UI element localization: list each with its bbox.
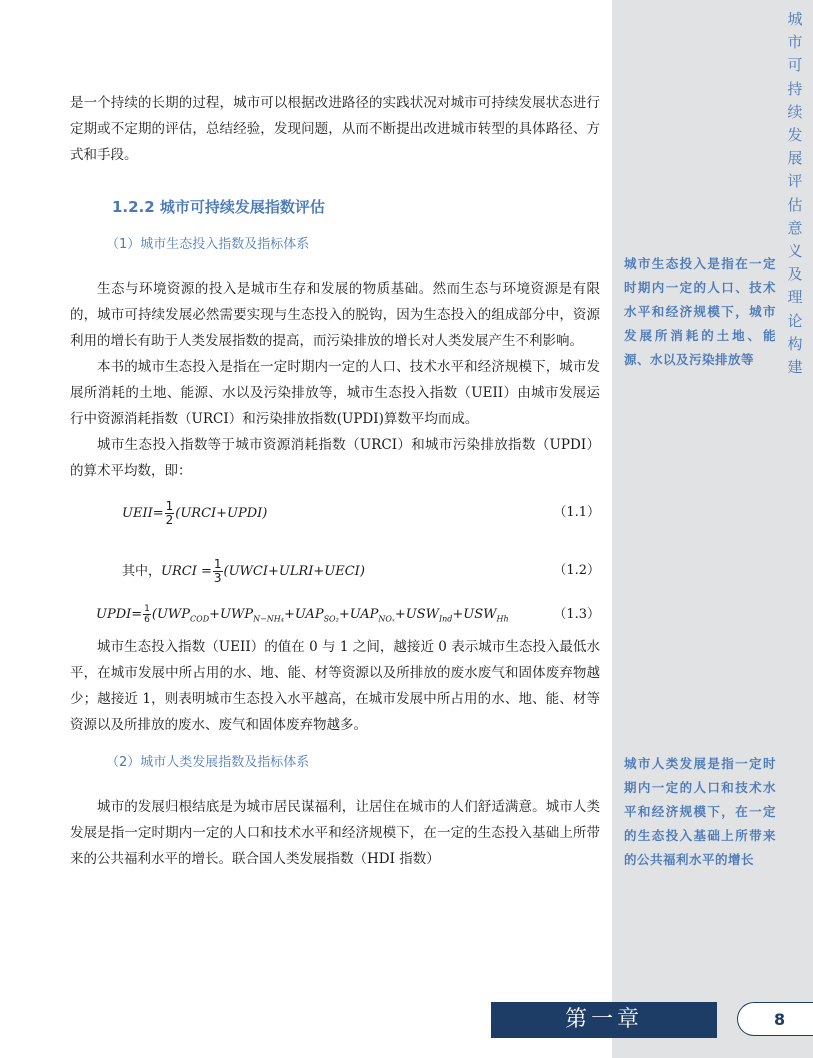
chapter-label: 第一章: [491, 1002, 717, 1038]
equation-number: （1.1）: [553, 505, 600, 520]
vertical-title-char: 展: [787, 149, 803, 168]
margin-note-ecological-input: 城市生态投入是指在一定时期内一定的人口、技术水平和经济规模下，城市发展所消耗的土地、能源、水以及污染排放等: [624, 256, 776, 367]
vertical-title-char: 发: [787, 126, 803, 145]
equation-number: （1.3）: [553, 607, 600, 622]
vertical-title-char: 论: [787, 311, 803, 330]
vertical-title-char: 意: [787, 218, 803, 237]
vertical-chapter-title: [784, 8, 806, 379]
vertical-title-char: 可: [787, 56, 803, 75]
vertical-title-char: 理: [787, 288, 803, 307]
vertical-title-char: 城: [787, 10, 803, 28]
paragraph: 本书的城市生态投入是指在一定时期内一定的人口、技术水平和经济规模下，城市发展所消耗的土地、能源、水以及污染排放等，城市生态投入指数（UEII）由城市发展运行中资源消耗指数（URCI）和污染排放指数(UPDI)算数平均而成。: [70, 359, 600, 427]
vertical-title-char: 续: [787, 102, 803, 121]
equation-1-1: UEII= $\frac{1}{2}$ (URCI+UPDI) （1.1）: [122, 499, 600, 527]
paragraph: 城市的发展归根结底是为城市居民谋福利，让居住在城市的人们舒适满意。城市人类发展是指一定时期内一定的人口和技术水平和经济规模下，在一定的生态投入基础上所带来的公共福利水平的增长。联合国人类发展指数（HDI 指数）: [70, 799, 600, 867]
subsection-title-2: （2）城市人类发展指数及指标体系: [106, 755, 310, 770]
vertical-title-char: 持: [787, 79, 803, 98]
main-content: [70, 90, 600, 872]
vertical-title-char: 评: [787, 172, 803, 191]
vertical-title-char: 估: [787, 195, 803, 214]
paragraph: 生态与环境资源的投入是城市生存和发展的物质基础。然而生态与环境资源是有限的，城市可持续发展必然需要实现与生态投入的脱钩，因为生态投入的组成部分中，资源利用的增长有助于人类发展指数的提高，而污染排放的增长对人类发展产生不利影响。: [70, 281, 600, 349]
vertical-title-char: 建: [787, 358, 803, 377]
sidebar: [612, 0, 813, 1058]
paragraph: 城市生态投入指数等于城市资源消耗指数（URCI）和城市污染排放指数（UPDI）的算术平均数，即：: [70, 437, 600, 479]
vertical-title-char: 及: [787, 265, 803, 284]
subsection-title-1: （1）城市生态投入指数及指标体系: [106, 237, 310, 252]
vertical-title-char: 市: [787, 33, 803, 52]
paragraph: 是一个持续的长期的过程，城市可以根据改进路径的实践状况对城市可持续发展状态进行定期或不定期的评估，总结经验，发现问题，从而不断提出改进城市转型的具体路径、方式和手段。: [70, 95, 600, 163]
paragraph: 城市生态投入指数（UEII）的值在 0 与 1 之间，越接近 0 表示城市生态投入最低水平，在城市发展中所占用的水、地、能、材等资源以及所排放的废水废气和固体废弃物越少；越接近 1，则表明城市生态投入水平越高，在城市发展中所占用的水、地、能、材等资源以及所排放的废水、废气和固体废弃物越多。: [70, 639, 600, 733]
margin-note-human-development: 城市人类发展是指一定时期内一定的人口和技术水平和经济规模下，在一定的生态投入基础上所带来的公共福利水平的增长: [624, 756, 776, 867]
vertical-title-char: 义: [787, 242, 803, 261]
page-number: 8: [737, 1002, 813, 1036]
equation-1-2: 其中，URCI = $\frac{1}{3}$ (UWCI+ULRI+UECI) （1.2）: [122, 557, 600, 585]
vertical-title-char: 构: [787, 334, 803, 353]
section-title: 1.2.2 城市可持续发展指数评估: [112, 198, 325, 216]
equation-number: （1.2）: [553, 563, 600, 578]
equation-1-3: UPDI= $\frac{1}{6}$ ($UWP_{COD}+UWP_{N-NH_4}+UAP_{SO_2}+UAP_{NO_x}+USW_{Ind}+USW_{Hh}$ （1.3）: [70, 596, 600, 630]
